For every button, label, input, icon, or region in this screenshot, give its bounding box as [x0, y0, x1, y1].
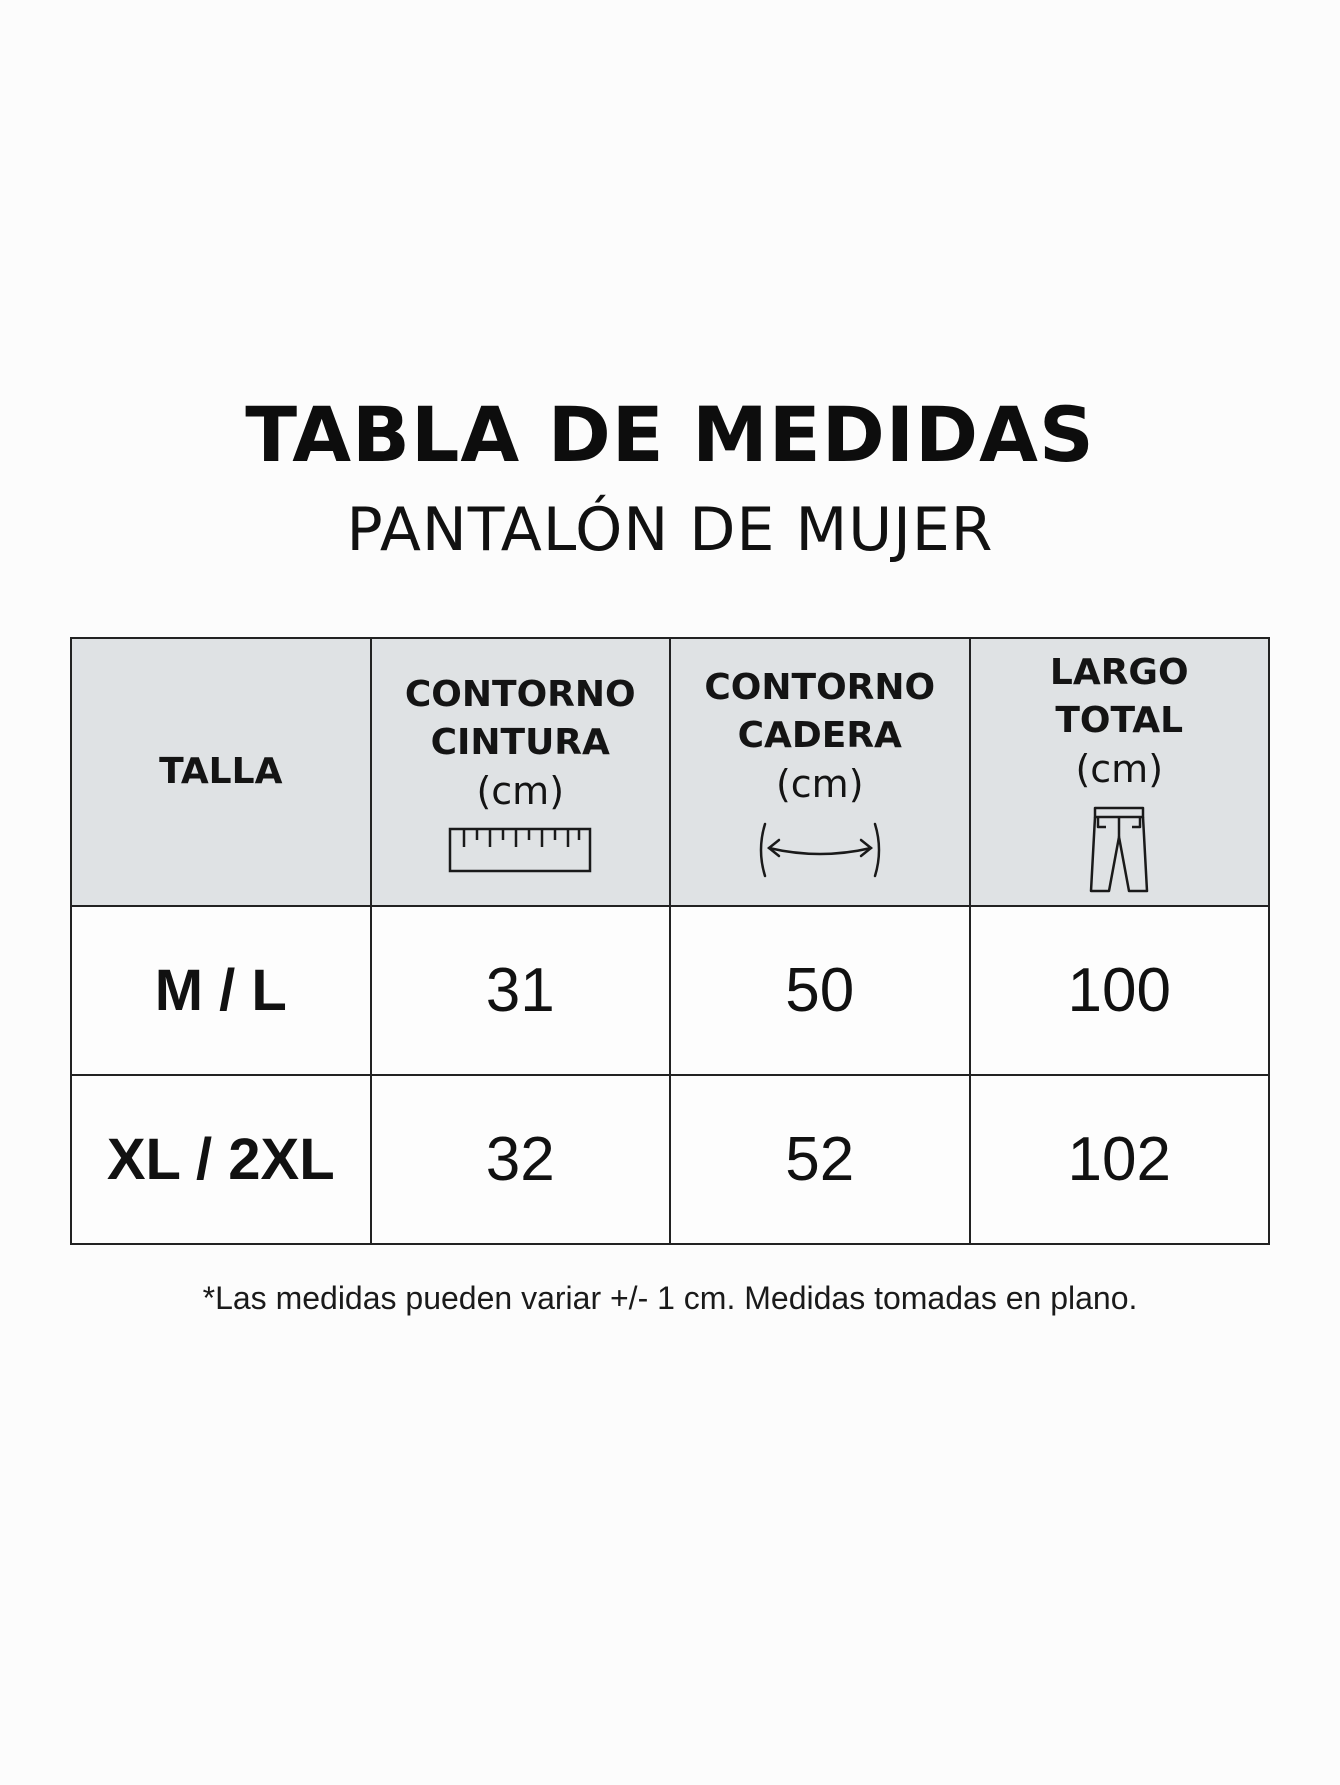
- table-body: [71, 906, 1269, 1244]
- cintura-cell: 32: [371, 1075, 671, 1244]
- table-row: [71, 906, 1269, 1075]
- page-title: TABLA DE MEDIDAS: [245, 390, 1095, 479]
- size-cell: XL / 2XL: [71, 1075, 371, 1244]
- cadera-cell: 50: [670, 906, 970, 1075]
- header-cadera-line1: CONTORNO: [704, 667, 936, 708]
- page-subtitle: PANTALÓN DE MUJER: [346, 495, 994, 565]
- cintura-cell: 31: [371, 906, 671, 1075]
- hip-width-icon: [757, 820, 883, 880]
- ruler-icon: [448, 827, 592, 873]
- header-largo-line1: LARGO: [1049, 652, 1189, 693]
- pants-icon: [1089, 805, 1149, 895]
- cadera-cell: 52: [670, 1075, 970, 1244]
- header-contorno-cintura: [371, 638, 671, 906]
- header-talla-label: TALLA: [159, 751, 283, 792]
- header-cadera-unit: (cm): [775, 762, 864, 806]
- header-row: [71, 638, 1269, 906]
- size-cell: M / L: [71, 906, 371, 1075]
- header-cintura-line2: CINTURA: [430, 722, 610, 763]
- largo-cell: 100: [970, 906, 1270, 1075]
- header-largo-unit: (cm): [1075, 747, 1164, 791]
- header-talla: [71, 638, 371, 906]
- table-header: [71, 638, 1269, 906]
- header-largo-total: [970, 638, 1270, 906]
- size-table: [70, 637, 1270, 1245]
- footnote: *Las medidas pueden variar +/- 1 cm. Medidas tomadas en plano.: [202, 1280, 1138, 1316]
- header-cintura-unit: (cm): [476, 769, 565, 813]
- table-row: [71, 1075, 1269, 1244]
- header-cadera-line2: CADERA: [737, 715, 902, 756]
- largo-cell: 102: [970, 1075, 1270, 1244]
- header-contorno-cadera: [670, 638, 970, 906]
- header-cintura-line1: CONTORNO: [404, 674, 636, 715]
- header-largo-line2: TOTAL: [1055, 700, 1184, 741]
